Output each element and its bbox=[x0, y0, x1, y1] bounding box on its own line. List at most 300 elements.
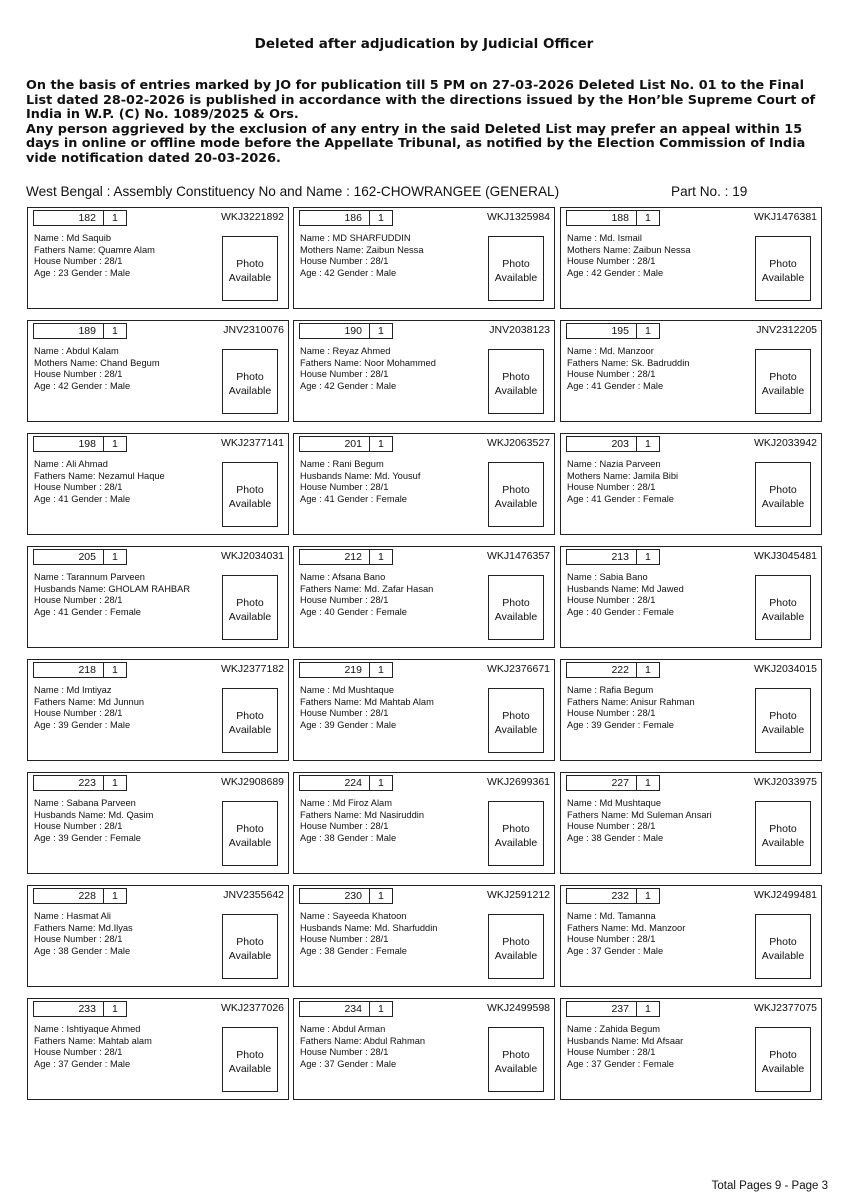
photo-label-line1: Photo bbox=[769, 484, 797, 496]
relation-name: Fathers Name: Quamre Alam bbox=[34, 244, 155, 255]
notice-paragraph-publication: On the basis of entries marked by JO for publication till 5 PM on 27-03-2026 Deleted List No. 01 to the Final List dated 28-02-2026 is published in accordance with the directions issued by the Hon’ble Supreme Court of India in W.P. (C) No. 1089/2025 & Ors. bbox=[26, 78, 816, 123]
section-number: 1 bbox=[645, 212, 651, 224]
photo-label-line1: Photo bbox=[502, 484, 530, 496]
section-number: 1 bbox=[378, 664, 384, 676]
voter-card bbox=[27, 546, 289, 648]
photo-box bbox=[222, 462, 278, 527]
age-gender: Age : 40 Gender : Female bbox=[300, 606, 407, 617]
voter-details bbox=[567, 685, 695, 731]
relation-name: Fathers Name: Abdul Rahman bbox=[300, 1035, 426, 1046]
house-number: House Number : 28/1 bbox=[567, 369, 656, 380]
voter-details bbox=[34, 233, 155, 279]
photo-box bbox=[755, 236, 811, 301]
relation-name: Fathers Name: Anisur Rahman bbox=[567, 696, 695, 707]
serial-number: 213 bbox=[611, 551, 629, 563]
relation-name: Fathers Name: Md Suleman Ansari bbox=[567, 809, 712, 820]
photo-label-line1: Photo bbox=[769, 597, 797, 609]
voter-details bbox=[300, 459, 420, 505]
epic-number: WKJ1476357 bbox=[486, 550, 550, 562]
voter-details bbox=[34, 685, 144, 731]
serial-number: 218 bbox=[78, 664, 96, 676]
voter-card bbox=[293, 207, 555, 309]
age-gender: Age : 38 Gender : Male bbox=[34, 945, 131, 956]
serial-number: 234 bbox=[344, 1003, 362, 1015]
serial-divider bbox=[369, 663, 370, 677]
relation-name: Mothers Name: Zaibun Nessa bbox=[567, 244, 691, 255]
voter-details bbox=[34, 346, 160, 392]
serial-divider bbox=[369, 776, 370, 790]
voter-details bbox=[567, 233, 691, 279]
voter-details bbox=[300, 911, 437, 957]
serial-number: 205 bbox=[78, 551, 96, 563]
photo-label-line2: Available bbox=[761, 498, 805, 510]
age-gender: Age : 38 Gender : Male bbox=[300, 832, 397, 843]
photo-label-line1: Photo bbox=[769, 936, 797, 948]
voter-card bbox=[27, 433, 289, 535]
serial-number: 201 bbox=[344, 438, 362, 450]
serial-divider bbox=[636, 550, 637, 564]
voter-name: Name : Md. Manzoor bbox=[567, 346, 654, 356]
serial-divider bbox=[636, 211, 637, 225]
photo-box bbox=[222, 914, 278, 979]
house-number: House Number : 28/1 bbox=[567, 482, 656, 493]
age-gender: Age : 38 Gender : Female bbox=[300, 945, 407, 956]
serial-box bbox=[566, 775, 660, 791]
relation-name: Fathers Name: Mahtab alam bbox=[34, 1035, 152, 1046]
serial-divider bbox=[103, 889, 104, 903]
photo-box bbox=[488, 236, 544, 301]
part-number: Part No. : 19 bbox=[671, 184, 748, 199]
voter-card bbox=[293, 659, 555, 761]
constituency-name: West Bengal : Assembly Constituency No and Name : 162-CHOWRANGEE (GENERAL) bbox=[26, 184, 560, 199]
relation-name: Fathers Name: Md Mahtab Alam bbox=[300, 696, 434, 707]
photo-box bbox=[222, 801, 278, 866]
voter-card bbox=[27, 885, 289, 987]
serial-divider bbox=[103, 437, 104, 451]
age-gender: Age : 42 Gender : Male bbox=[34, 380, 131, 391]
relation-name: Fathers Name: Md. Manzoor bbox=[567, 922, 686, 933]
section-number: 1 bbox=[645, 551, 651, 563]
serial-number: 182 bbox=[78, 212, 96, 224]
epic-number: WKJ2499481 bbox=[753, 889, 817, 901]
photo-box bbox=[755, 462, 811, 527]
relation-name: Fathers Name: Sk. Badruddin bbox=[567, 357, 690, 368]
relation-name: Husbands Name: Md. Yousuf bbox=[300, 470, 421, 481]
epic-number: WKJ2033942 bbox=[753, 437, 817, 449]
serial-box bbox=[33, 775, 127, 791]
epic-number: WKJ2376671 bbox=[486, 663, 550, 675]
epic-number: WKJ3221892 bbox=[220, 211, 284, 223]
age-gender: Age : 39 Gender : Female bbox=[34, 832, 141, 843]
photo-label-line2: Available bbox=[761, 950, 805, 962]
epic-number: JNV2312205 bbox=[756, 324, 817, 336]
voter-name: Name : Md Mushtaque bbox=[300, 685, 395, 695]
photo-label-line2: Available bbox=[761, 724, 805, 736]
photo-box bbox=[755, 349, 811, 414]
photo-label-line1: Photo bbox=[502, 258, 530, 270]
voter-details bbox=[300, 572, 433, 618]
section-number: 1 bbox=[112, 1003, 118, 1015]
photo-label-line2: Available bbox=[494, 498, 538, 510]
photo-box bbox=[488, 349, 544, 414]
voter-name: Name : Rafia Begum bbox=[567, 685, 654, 695]
voter-card bbox=[560, 433, 822, 535]
age-gender: Age : 41 Gender : Male bbox=[567, 380, 664, 391]
photo-box bbox=[755, 1027, 811, 1092]
house-number: House Number : 28/1 bbox=[34, 482, 123, 493]
epic-number: WKJ2908689 bbox=[220, 776, 284, 788]
serial-box bbox=[299, 888, 393, 904]
photo-label-line2: Available bbox=[494, 385, 538, 397]
serial-box bbox=[566, 662, 660, 678]
photo-label-line1: Photo bbox=[502, 823, 530, 835]
serial-number: 198 bbox=[78, 438, 96, 450]
relation-name: Mothers Name: Zaibun Nessa bbox=[300, 244, 424, 255]
house-number: House Number : 28/1 bbox=[34, 369, 123, 380]
serial-divider bbox=[103, 1002, 104, 1016]
section-number: 1 bbox=[645, 890, 651, 902]
voter-name: Name : Reyaz Ahmed bbox=[300, 346, 391, 356]
section-number: 1 bbox=[645, 777, 651, 789]
serial-number: 186 bbox=[344, 212, 362, 224]
photo-label-line1: Photo bbox=[769, 710, 797, 722]
voter-card bbox=[560, 320, 822, 422]
notice-block bbox=[26, 79, 826, 167]
epic-number: JNV2038123 bbox=[489, 324, 550, 336]
page-title: Deleted after adjudication by Judicial Officer bbox=[254, 36, 594, 52]
section-number: 1 bbox=[645, 438, 651, 450]
house-number: House Number : 28/1 bbox=[34, 595, 123, 606]
relation-name: Fathers Name: Nezamul Haque bbox=[34, 470, 165, 481]
serial-number: 232 bbox=[611, 890, 629, 902]
serial-box bbox=[33, 210, 127, 226]
section-number: 1 bbox=[112, 325, 118, 337]
serial-number: 237 bbox=[611, 1003, 629, 1015]
age-gender: Age : 23 Gender : Male bbox=[34, 267, 131, 278]
photo-box bbox=[222, 1027, 278, 1092]
serial-number: 222 bbox=[611, 664, 629, 676]
epic-number: WKJ3045481 bbox=[753, 550, 817, 562]
serial-divider bbox=[636, 776, 637, 790]
serial-number: 188 bbox=[611, 212, 629, 224]
voter-card bbox=[293, 998, 555, 1100]
voter-card bbox=[293, 885, 555, 987]
voter-card bbox=[293, 546, 555, 648]
serial-number: 227 bbox=[611, 777, 629, 789]
epic-number: WKJ2377182 bbox=[220, 663, 284, 675]
photo-box bbox=[488, 914, 544, 979]
photo-label-line2: Available bbox=[228, 272, 272, 284]
epic-number: WKJ2063527 bbox=[486, 437, 550, 449]
photo-label-line2: Available bbox=[761, 385, 805, 397]
voter-name: Name : Afsana Bano bbox=[300, 572, 386, 582]
voter-card bbox=[27, 207, 289, 309]
relation-name: Mothers Name: Chand Begum bbox=[34, 357, 160, 368]
voter-name: Name : Hasmat Ali bbox=[34, 911, 111, 921]
voter-name: Name : MD SHARFUDDIN bbox=[300, 233, 411, 243]
serial-box bbox=[299, 775, 393, 791]
epic-number: WKJ2377026 bbox=[220, 1002, 284, 1014]
age-gender: Age : 39 Gender : Male bbox=[34, 719, 131, 730]
serial-box bbox=[299, 436, 393, 452]
voter-name: Name : Md Mushtaque bbox=[567, 798, 662, 808]
voter-name: Name : Rani Begum bbox=[300, 459, 384, 469]
photo-label-line2: Available bbox=[494, 950, 538, 962]
photo-label-line2: Available bbox=[228, 950, 272, 962]
photo-label-line2: Available bbox=[761, 837, 805, 849]
photo-label-line2: Available bbox=[761, 272, 805, 284]
photo-label-line1: Photo bbox=[769, 371, 797, 383]
relation-name: Fathers Name: Md Nasiruddin bbox=[300, 809, 425, 820]
photo-box bbox=[222, 236, 278, 301]
house-number: House Number : 28/1 bbox=[34, 934, 123, 945]
section-number: 1 bbox=[378, 777, 384, 789]
voter-name: Name : Tarannum Parveen bbox=[34, 572, 145, 582]
epic-number: WKJ2377141 bbox=[220, 437, 284, 449]
serial-box bbox=[566, 210, 660, 226]
serial-box bbox=[33, 1001, 127, 1017]
photo-label-line1: Photo bbox=[236, 484, 264, 496]
photo-label-line1: Photo bbox=[769, 1049, 797, 1061]
voter-card bbox=[293, 320, 555, 422]
section-number: 1 bbox=[378, 438, 384, 450]
photo-box bbox=[488, 688, 544, 753]
serial-box bbox=[566, 888, 660, 904]
age-gender: Age : 42 Gender : Male bbox=[300, 267, 397, 278]
epic-number: WKJ2377075 bbox=[753, 1002, 817, 1014]
notice-paragraph-appeal: Any person aggrieved by the exclusion of any entry in the said Deleted List may prefer an appeal within 15 days in online or offline mode before the Appellate Tribunal, as notified by the Election Commission of India vide notification dated 20-03-2026. bbox=[26, 121, 806, 166]
voter-name: Name : Md Saquib bbox=[34, 233, 111, 243]
photo-label-line1: Photo bbox=[236, 258, 264, 270]
photo-box bbox=[222, 688, 278, 753]
serial-box bbox=[299, 210, 393, 226]
voter-card bbox=[560, 772, 822, 874]
serial-box bbox=[566, 1001, 660, 1017]
photo-box bbox=[488, 575, 544, 640]
serial-divider bbox=[369, 550, 370, 564]
photo-label-line2: Available bbox=[494, 1063, 538, 1075]
photo-label-line2: Available bbox=[494, 724, 538, 736]
section-number: 1 bbox=[112, 212, 118, 224]
voter-name: Name : Abdul Arman bbox=[300, 1024, 386, 1034]
photo-label-line1: Photo bbox=[236, 597, 264, 609]
age-gender: Age : 42 Gender : Male bbox=[567, 267, 664, 278]
house-number: House Number : 28/1 bbox=[34, 256, 123, 267]
relation-name: Husbands Name: Md Jawed bbox=[567, 583, 684, 594]
relation-name: Fathers Name: Md Junnun bbox=[34, 696, 145, 707]
voter-card bbox=[27, 659, 289, 761]
voter-details bbox=[34, 459, 165, 505]
serial-divider bbox=[369, 324, 370, 338]
age-gender: Age : 37 Gender : Male bbox=[34, 1058, 131, 1069]
photo-label-line1: Photo bbox=[769, 823, 797, 835]
epic-number: WKJ2699361 bbox=[486, 776, 550, 788]
serial-box bbox=[33, 549, 127, 565]
serial-divider bbox=[636, 324, 637, 338]
voter-details bbox=[34, 911, 133, 957]
house-number: House Number : 28/1 bbox=[300, 821, 389, 832]
voter-name: Name : Ishtiyaque Ahmed bbox=[34, 1024, 141, 1034]
age-gender: Age : 37 Gender : Male bbox=[300, 1058, 397, 1069]
section-number: 1 bbox=[378, 325, 384, 337]
relation-name: Fathers Name: Md. Zafar Hasan bbox=[300, 583, 434, 594]
photo-label-line2: Available bbox=[228, 724, 272, 736]
voter-details bbox=[567, 346, 689, 392]
voter-details bbox=[300, 346, 436, 392]
age-gender: Age : 42 Gender : Male bbox=[300, 380, 397, 391]
voter-details bbox=[300, 798, 424, 844]
serial-number: 189 bbox=[78, 325, 96, 337]
voter-details bbox=[567, 572, 684, 618]
voter-name: Name : Abdul Kalam bbox=[34, 346, 119, 356]
house-number: House Number : 28/1 bbox=[300, 708, 389, 719]
photo-label-line2: Available bbox=[761, 1063, 805, 1075]
serial-box bbox=[299, 323, 393, 339]
house-number: House Number : 28/1 bbox=[300, 256, 389, 267]
relation-name: Husbands Name: Md. Qasim bbox=[34, 809, 154, 820]
section-number: 1 bbox=[112, 438, 118, 450]
constituency-header bbox=[26, 184, 826, 202]
serial-number: 195 bbox=[611, 325, 629, 337]
house-number: House Number : 28/1 bbox=[567, 1047, 656, 1058]
page-footer: Total Pages 9 - Page 3 bbox=[711, 1180, 828, 1192]
age-gender: Age : 41 Gender : Female bbox=[567, 493, 674, 504]
serial-divider bbox=[369, 889, 370, 903]
voter-card bbox=[27, 998, 289, 1100]
relation-name: Fathers Name: Noor Mohammed bbox=[300, 357, 436, 368]
serial-box bbox=[299, 549, 393, 565]
serial-divider bbox=[369, 437, 370, 451]
serial-divider bbox=[636, 889, 637, 903]
voter-details bbox=[567, 911, 685, 957]
serial-box bbox=[299, 662, 393, 678]
voter-details bbox=[567, 1024, 683, 1070]
section-number: 1 bbox=[645, 1003, 651, 1015]
photo-box bbox=[488, 801, 544, 866]
photo-label-line1: Photo bbox=[236, 936, 264, 948]
serial-number: 190 bbox=[344, 325, 362, 337]
photo-label-line1: Photo bbox=[236, 371, 264, 383]
photo-label-line2: Available bbox=[228, 385, 272, 397]
age-gender: Age : 39 Gender : Female bbox=[567, 719, 674, 730]
epic-number: WKJ1325984 bbox=[486, 211, 550, 223]
voter-card bbox=[27, 772, 289, 874]
voter-card bbox=[560, 998, 822, 1100]
relation-name: Mothers Name: Jamila Bibi bbox=[567, 470, 679, 481]
serial-number: 228 bbox=[78, 890, 96, 902]
serial-divider bbox=[103, 211, 104, 225]
house-number: House Number : 28/1 bbox=[300, 369, 389, 380]
serial-divider bbox=[636, 663, 637, 677]
section-number: 1 bbox=[378, 212, 384, 224]
house-number: House Number : 28/1 bbox=[34, 821, 123, 832]
age-gender: Age : 41 Gender : Female bbox=[34, 606, 141, 617]
serial-divider bbox=[103, 550, 104, 564]
relation-name: Fathers Name: Md.Ilyas bbox=[34, 922, 133, 933]
voter-name: Name : Sayeeda Khatoon bbox=[300, 911, 407, 921]
age-gender: Age : 37 Gender : Female bbox=[567, 1058, 674, 1069]
serial-box bbox=[566, 436, 660, 452]
epic-number: WKJ2591212 bbox=[486, 889, 550, 901]
serial-divider bbox=[369, 211, 370, 225]
serial-number: 203 bbox=[611, 438, 629, 450]
voter-card bbox=[560, 885, 822, 987]
serial-divider bbox=[636, 1002, 637, 1016]
voter-card bbox=[560, 546, 822, 648]
serial-number: 212 bbox=[344, 551, 362, 563]
photo-label-line2: Available bbox=[228, 1063, 272, 1075]
age-gender: Age : 39 Gender : Male bbox=[300, 719, 397, 730]
photo-label-line1: Photo bbox=[502, 936, 530, 948]
photo-label-line2: Available bbox=[494, 272, 538, 284]
voter-details bbox=[567, 798, 712, 844]
photo-label-line1: Photo bbox=[502, 1049, 530, 1061]
house-number: House Number : 28/1 bbox=[34, 708, 123, 719]
section-number: 1 bbox=[645, 325, 651, 337]
epic-number: WKJ2034015 bbox=[753, 663, 817, 675]
voter-details bbox=[300, 1024, 425, 1070]
photo-box bbox=[222, 575, 278, 640]
photo-label-line2: Available bbox=[494, 837, 538, 849]
section-number: 1 bbox=[112, 551, 118, 563]
voter-details bbox=[34, 798, 153, 844]
age-gender: Age : 41 Gender : Female bbox=[300, 493, 407, 504]
serial-divider bbox=[103, 776, 104, 790]
epic-number: JNV2355642 bbox=[223, 889, 284, 901]
voter-details bbox=[567, 459, 678, 505]
serial-box bbox=[299, 1001, 393, 1017]
photo-box bbox=[488, 462, 544, 527]
voter-card bbox=[293, 433, 555, 535]
house-number: House Number : 28/1 bbox=[300, 934, 389, 945]
voter-name: Name : Md Firoz Alam bbox=[300, 798, 392, 808]
voter-details bbox=[300, 233, 424, 279]
house-number: House Number : 28/1 bbox=[567, 595, 656, 606]
photo-label-line1: Photo bbox=[236, 1049, 264, 1061]
house-number: House Number : 28/1 bbox=[567, 934, 656, 945]
age-gender: Age : 41 Gender : Male bbox=[34, 493, 131, 504]
section-number: 1 bbox=[378, 551, 384, 563]
photo-box bbox=[755, 575, 811, 640]
voter-card bbox=[560, 207, 822, 309]
house-number: House Number : 28/1 bbox=[567, 256, 656, 267]
voter-details bbox=[300, 685, 434, 731]
serial-number: 219 bbox=[344, 664, 362, 676]
relation-name: Husbands Name: GHOLAM RAHBAR bbox=[34, 583, 191, 594]
photo-label-line2: Available bbox=[494, 611, 538, 623]
voter-name: Name : Nazia Parveen bbox=[567, 459, 661, 469]
serial-box bbox=[566, 549, 660, 565]
house-number: House Number : 28/1 bbox=[567, 708, 656, 719]
epic-number: WKJ2034031 bbox=[220, 550, 284, 562]
photo-label-line1: Photo bbox=[502, 710, 530, 722]
photo-box bbox=[755, 914, 811, 979]
serial-number: 223 bbox=[78, 777, 96, 789]
voter-name: Name : Md. Ismail bbox=[567, 233, 642, 243]
photo-label-line2: Available bbox=[761, 611, 805, 623]
photo-box bbox=[488, 1027, 544, 1092]
voter-name: Name : Md Imtiyaz bbox=[34, 685, 112, 695]
serial-divider bbox=[103, 663, 104, 677]
photo-label-line1: Photo bbox=[769, 258, 797, 270]
voter-details bbox=[34, 572, 190, 618]
serial-box bbox=[566, 323, 660, 339]
photo-label-line2: Available bbox=[228, 498, 272, 510]
serial-box bbox=[33, 323, 127, 339]
photo-label-line2: Available bbox=[228, 837, 272, 849]
voter-name: Name : Ali Ahmad bbox=[34, 459, 108, 469]
voter-name: Name : Zahida Begum bbox=[567, 1024, 661, 1034]
